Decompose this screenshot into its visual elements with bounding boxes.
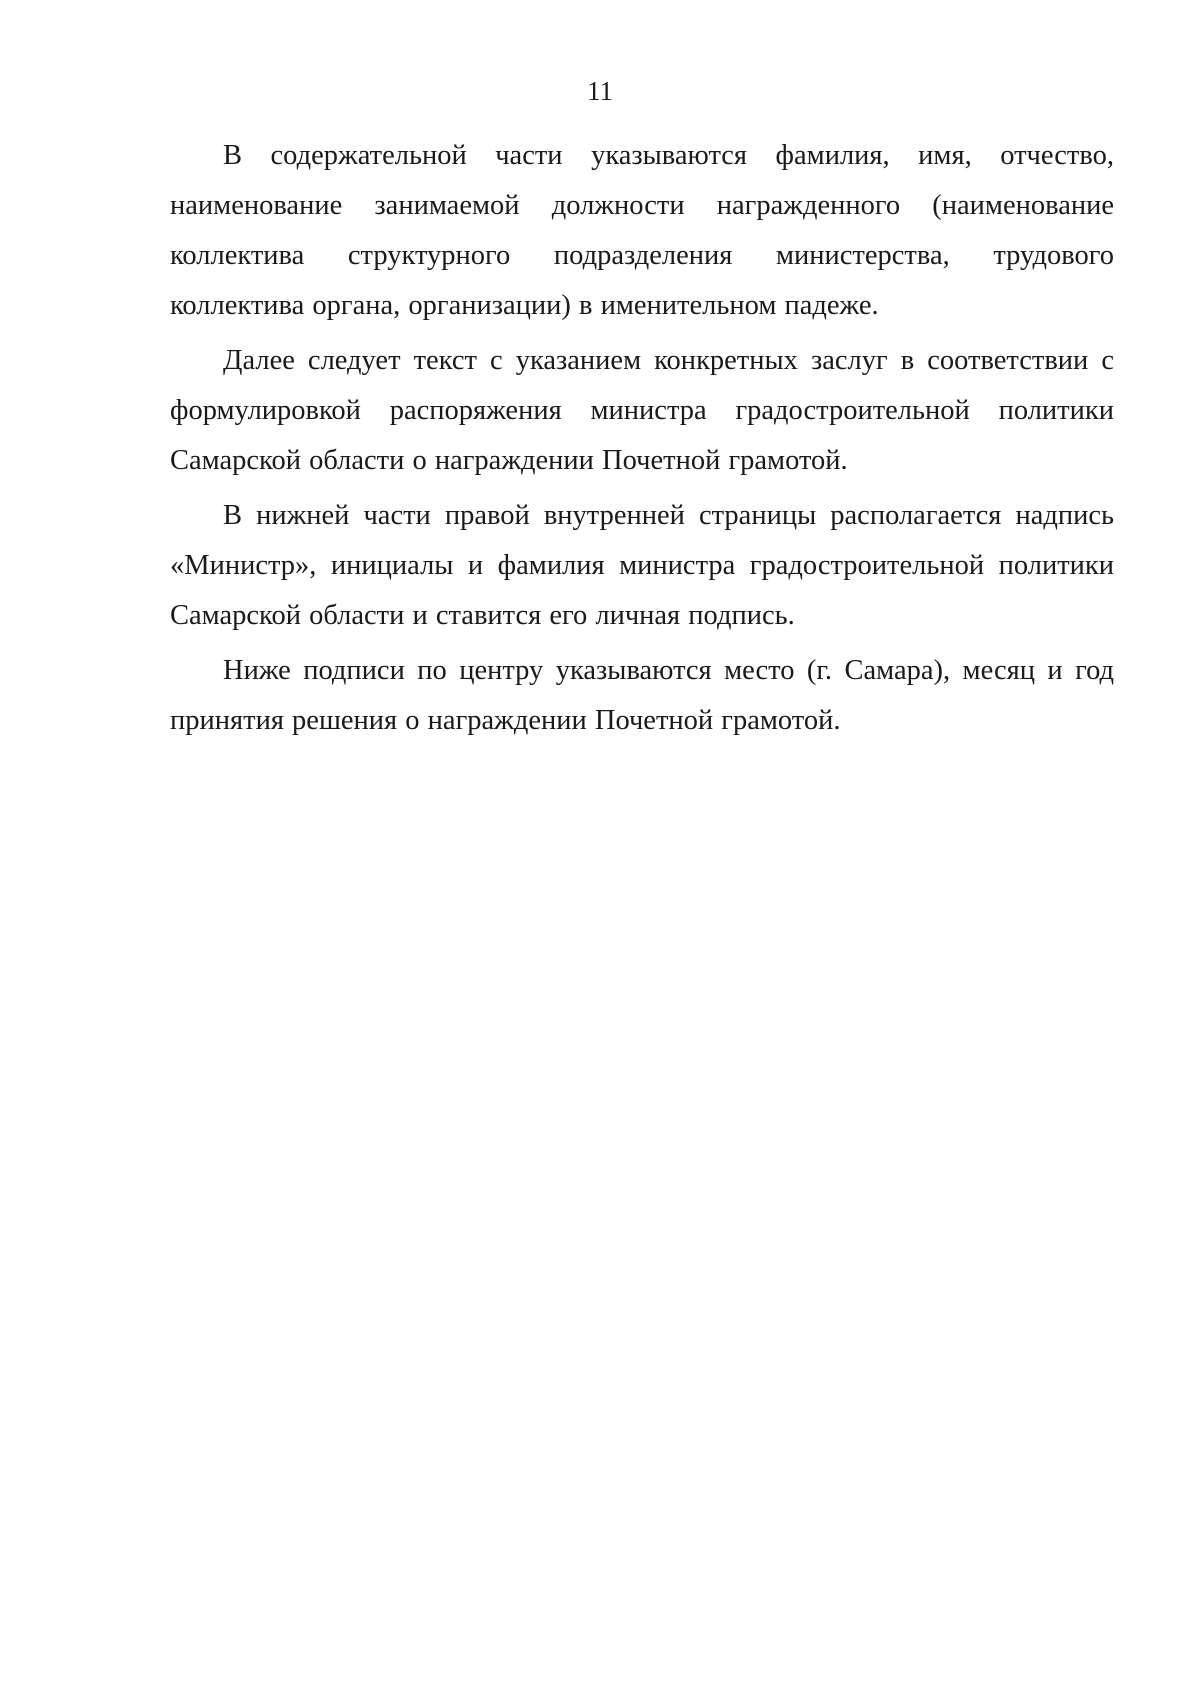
- paragraph-minister-signature: В нижней части правой внутренней страницы располагается надпись «Министр», инициалы и фамилия министра градостроительной политики Самарской области и ставится его личная подпись.: [170, 500, 1114, 631]
- document-body: [170, 131, 1114, 751]
- paragraph-place-date: Ниже подписи по центру указываются место (г. Самара), месяц и год принятия решения о награждении Почетной грамотой.: [170, 655, 1114, 736]
- page-number: 11: [587, 76, 613, 106]
- paragraph-content-section: В содержательной части указываются фамилия, имя, отчество, наименование занимаемой должности награжденного (наименование коллектива структурного подразделения министерства, трудового коллектива органа, организации) в именительном падеже.: [170, 140, 1114, 321]
- paragraph-merits-text: Далее следует текст с указанием конкретных заслуг в соответствии с формулировкой распоряжения министра градостроительной политики Самарской области о награждении Почетной грамотой.: [170, 345, 1114, 476]
